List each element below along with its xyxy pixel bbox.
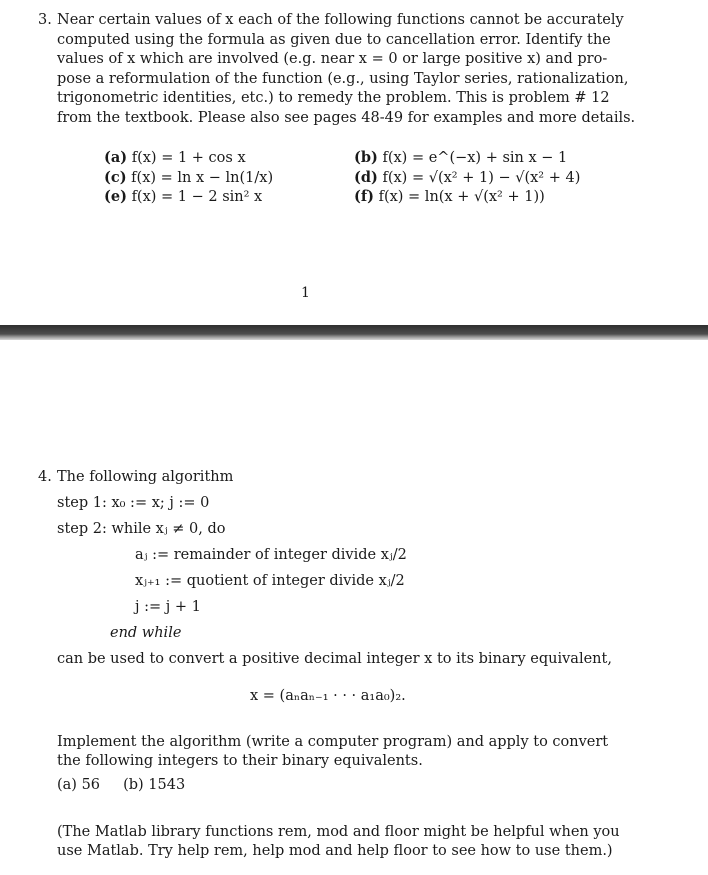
function-d-expr: f(x) = √(x² + 1) − √(x² + 4) [382,170,581,186]
function-e-label: (e) [104,188,127,205]
function-b-expr: f(x) = e^(−x) + sin x − 1 [382,150,568,166]
problem-3-text [57,11,636,129]
loop-line-remainder: aⱼ := remainder of integer divide xⱼ/2 [135,547,407,563]
function-c-label: (c) [104,169,127,186]
function-b-label: (b) [354,149,378,166]
function-b [354,148,567,168]
function-a [104,148,246,168]
problem-3-line: computed using the formula as given due to cancellation error. Identify the [57,31,611,48]
function-e [104,187,262,207]
parts [57,776,185,795]
matlab-hint-line-2: use Matlab. Try help rem, help mod and help floor to see how to use them.) [57,843,613,859]
function-f-expr: f(x) = ln(x + √(x² + 1)) [378,189,545,205]
part-a: (a) 56 [57,777,101,793]
loop-line-quotient: xⱼ₊₁ := quotient of integer divide xⱼ/2 [135,573,405,589]
end-while [110,624,181,643]
problem-3-line: from the textbook. Please also see pages 48-49 for examples and more details. [57,109,636,126]
function-d-label: (d) [354,169,378,186]
problem-3-line: pose a reformulation of the function (e.g., using Taylor series, rationalization, [57,70,629,87]
algorithm-step-2: step 2: while xⱼ ≠ 0, do [57,521,226,537]
page-number: 1 [301,285,310,301]
function-c [104,168,273,188]
problem-3-line: Near certain values of x each of the following functions cannot be accurately [57,12,624,28]
function-d [354,168,580,188]
implement-line-2: the following integers to their binary equivalents. [57,753,423,769]
implement-line-1: Implement the algorithm (write a computer program) and apply to convert [57,734,609,750]
loop-line-increment: j := j + 1 [135,599,201,615]
problem-3-line: values of x which are involved (e.g. near x = 0 or large positive x) and pro- [57,51,608,68]
page-1 [0,0,708,325]
problem-3-line: trigonometric identities, etc.) to remedy the problem. This is problem # 12 [57,90,610,107]
function-f [354,187,545,207]
matlab-hint-line-1: (The Matlab library functions rem, mod and floor might be helpful when you [57,824,620,840]
convert-text: can be used to convert a positive decimal integer x to its binary equivalent, [57,651,612,667]
binary-equation: x = (aₙaₙ₋₁ · · · a₁a₀)₂. [250,688,406,704]
function-e-expr: f(x) = 1 − 2 sin² x [131,189,263,205]
end-while-text: end while [110,625,182,641]
algorithm-step-1: step 1: x₀ := x; j := 0 [57,495,210,511]
problem-4-title: The following algorithm [57,469,234,485]
problem-4-number: 4. [38,469,52,485]
part-b: (b) 1543 [123,777,186,793]
problem-3 [38,11,636,129]
function-a-label: (a) [104,149,128,166]
function-a-expr: f(x) = 1 + cos x [131,150,246,166]
problem-3-number: 3. [38,12,52,28]
function-c-expr: f(x) = ln x − ln(1/x) [131,170,274,186]
function-f-label: (f) [354,188,374,205]
page-separator [0,325,708,340]
